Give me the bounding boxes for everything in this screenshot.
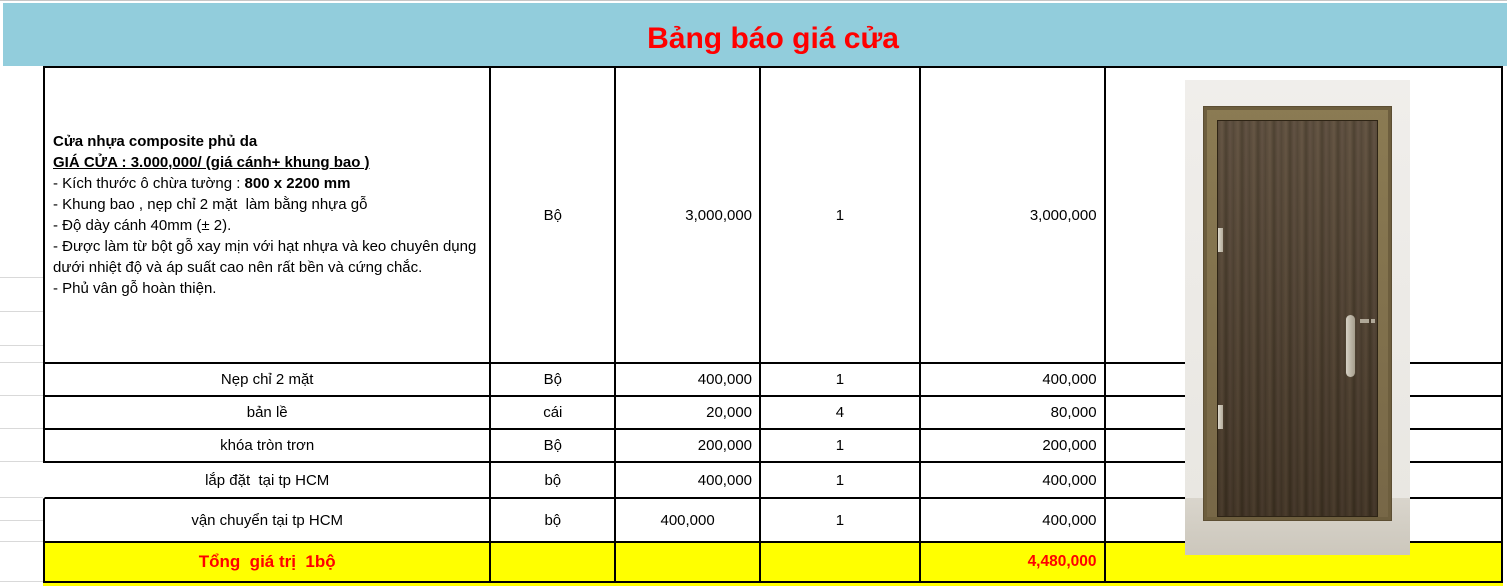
spec-size-value: 800 x 2200 mm — [244, 175, 351, 192]
item-name-cell: bản lề — [45, 397, 491, 428]
item-name-cell: vận chuyển tại tp HCM — [45, 499, 491, 541]
price-cell: 400,000 — [616, 463, 761, 497]
door-hinge — [1218, 405, 1223, 429]
qty-cell: 1 — [761, 68, 921, 362]
composite-door-photo — [1185, 80, 1410, 555]
total-cell: 400,000 — [921, 463, 1106, 497]
margin-gridline — [0, 277, 43, 278]
unit-cell: Bộ — [491, 430, 616, 461]
unit-cell: cái — [491, 397, 616, 428]
margin-gridline — [0, 541, 43, 542]
total-cell: 200,000 — [921, 430, 1106, 461]
margin-gridline — [0, 362, 43, 363]
unit-cell: bộ — [491, 499, 616, 541]
product-spec-size — [53, 173, 350, 194]
margin-gridline — [0, 497, 43, 498]
product-description-cell — [45, 68, 491, 362]
total-cell: 400,000 — [921, 499, 1106, 541]
price-cell: 200,000 — [616, 430, 761, 461]
door-frame — [1203, 106, 1392, 521]
door-lock-plate — [1346, 315, 1355, 377]
product-spec: - Được làm từ bột gỗ xay mịn với hạt nhựa và keo chuyên dụng dưới nhiệt độ và áp suất cao nên rất bền và cứng chắc. — [53, 238, 481, 276]
margin-gridline — [0, 461, 43, 462]
price-cell: 20,000 — [616, 397, 761, 428]
qty-cell: 1 — [761, 364, 921, 395]
empty-cell — [616, 543, 761, 581]
item-name-cell: lắp đặt tại tp HCM — [45, 463, 491, 497]
price-cell: 400,000 — [616, 364, 761, 395]
margin-gridline — [0, 395, 43, 396]
item-name-cell: Nẹp chỉ 2 mặt — [45, 364, 491, 395]
margin-gridline — [0, 428, 43, 429]
product-name: Cửa nhựa composite phủ da — [53, 133, 258, 150]
price-cell: 400,000 — [616, 499, 761, 541]
grand-total-value: 4,480,000 — [921, 543, 1106, 581]
sheet-top-gridline — [0, 0, 1507, 1]
spec-size-label: - Kích thước ô chừa tường : — [53, 175, 245, 192]
total-cell: 80,000 — [921, 397, 1106, 428]
qty-cell: 1 — [761, 499, 921, 541]
door-handle — [1360, 319, 1369, 323]
total-cell: 3,000,000 — [921, 68, 1106, 362]
grand-total-label: Tổng giá trị 1bộ — [45, 543, 491, 581]
door-handle — [1371, 319, 1375, 323]
unit-cell: bộ — [491, 463, 616, 497]
door-hinge — [1218, 228, 1223, 252]
qty-cell: 1 — [761, 430, 921, 461]
item-name-cell: khóa tròn trơn — [45, 430, 491, 461]
empty-cell — [491, 543, 616, 581]
product-spec: - Độ dày cánh 40mm (± 2). — [53, 217, 232, 234]
qty-cell: 1 — [761, 463, 921, 497]
unit-cell: Bộ — [491, 364, 616, 395]
page-title: Bảng báo giá cửa — [647, 22, 899, 55]
qty-cell: 4 — [761, 397, 921, 428]
margin-gridline — [0, 520, 43, 521]
product-spec: - Phủ vân gỗ hoàn thiện. — [53, 280, 217, 297]
product-price-headline: GIÁ CỬA : 3.000,000/ (giá cánh+ khung bao ) — [53, 154, 370, 171]
door-leaf — [1217, 120, 1378, 517]
unit-cell: Bộ — [491, 68, 616, 362]
margin-gridline — [0, 345, 43, 346]
margin-gridline — [0, 311, 43, 312]
product-spec: - Khung bao , nẹp chỉ 2 mặt làm bằng nhựa gỗ — [53, 196, 368, 213]
total-cell: 400,000 — [921, 364, 1106, 395]
price-cell: 3,000,000 — [616, 68, 761, 362]
empty-cell — [761, 543, 921, 581]
margin-gridline — [0, 581, 43, 582]
